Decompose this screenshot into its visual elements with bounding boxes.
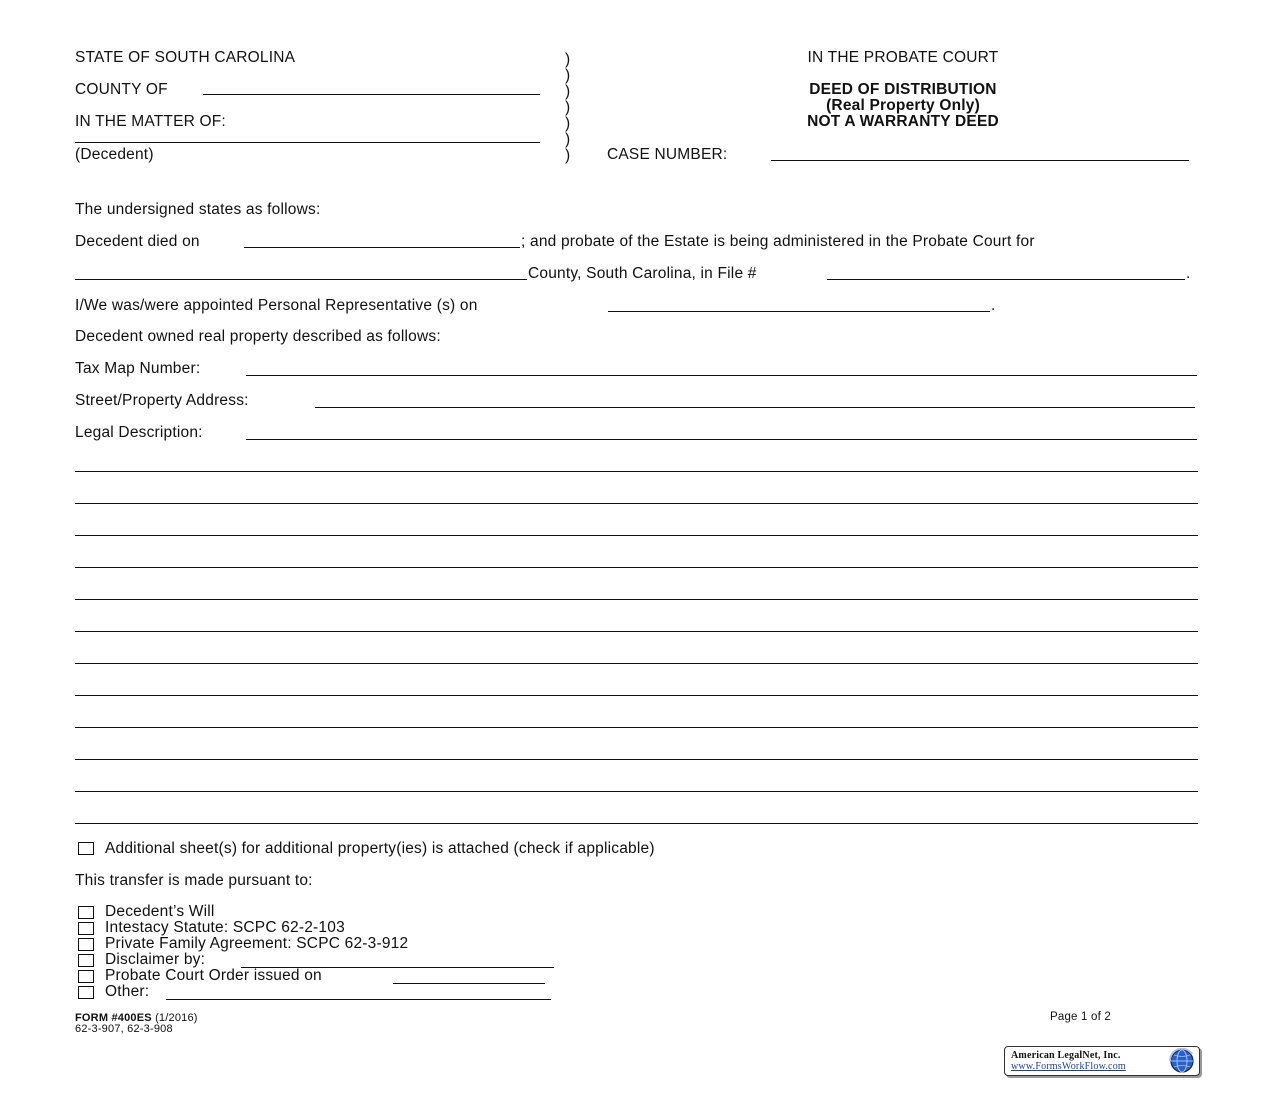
death-date-field[interactable] [244, 247, 520, 248]
legal-description-line[interactable] [75, 727, 1198, 728]
legal-description-line[interactable] [75, 567, 1198, 568]
other-option-label: Other: [105, 983, 150, 1000]
appointed-label: I/We was/were appointed Personal Representative (s) on [75, 297, 478, 314]
file-number-field[interactable] [827, 279, 1185, 280]
period: . [991, 297, 996, 314]
statute-reference: 62-3-907, 62-3-908 [75, 1023, 173, 1035]
form-number-code: FORM #400ES [75, 1012, 152, 1024]
paren: ) [565, 99, 571, 116]
decedent-name-field[interactable] [75, 142, 540, 143]
disclaimer-checkbox[interactable] [78, 954, 94, 967]
legal-description-label: Legal Description: [75, 424, 203, 441]
pursuant-label: This transfer is made pursuant to: [75, 872, 313, 889]
legal-description-line[interactable] [75, 599, 1198, 600]
case-number-field[interactable] [771, 160, 1189, 161]
disclaimer-option-label: Disclaimer by: [105, 951, 206, 968]
case-number-label: CASE NUMBER: [607, 146, 728, 163]
court-order-date-field[interactable] [393, 983, 545, 984]
will-checkbox[interactable] [78, 906, 94, 919]
died-on-label: Decedent died on [75, 233, 200, 250]
logo-company-name: American LegalNet, Inc. [1011, 1050, 1121, 1061]
state-label: STATE OF SOUTH CAROLINA [75, 49, 296, 66]
decedent-label: (Decedent) [75, 146, 154, 163]
paren: ) [565, 115, 571, 132]
intro-text: The undersigned states as follows: [75, 201, 321, 218]
other-field[interactable] [166, 999, 551, 1000]
county-label: COUNTY OF [75, 81, 168, 98]
tax-map-label: Tax Map Number: [75, 360, 201, 377]
legal-description-line[interactable] [75, 535, 1198, 536]
matter-label: IN THE MATTER OF: [75, 113, 226, 130]
legal-description-line[interactable] [75, 503, 1198, 504]
page-number: Page 1 of 2 [1050, 1011, 1112, 1023]
paren: ) [565, 131, 571, 148]
paren: ) [565, 67, 571, 84]
family-agreement-checkbox[interactable] [78, 938, 94, 951]
other-checkbox[interactable] [78, 986, 94, 999]
probate-county-field[interactable] [75, 279, 527, 280]
appointment-date-field[interactable] [608, 311, 990, 312]
legal-description-field[interactable] [246, 439, 1197, 440]
owned-property-label: Decedent owned real property described as follows: [75, 328, 441, 345]
form-date: (1/2016) [155, 1012, 198, 1024]
form-title: DEED OF DISTRIBUTION [809, 81, 997, 98]
paren: ) [565, 83, 571, 100]
court-label: IN THE PROBATE COURT [807, 49, 999, 66]
address-label: Street/Property Address: [75, 392, 249, 409]
warning-label: NOT A WARRANTY DEED [807, 113, 999, 130]
intestacy-option-label: Intestacy Statute: SCPC 62-2-103 [105, 919, 345, 936]
form-subtitle: (Real Property Only) [826, 97, 980, 114]
address-field[interactable] [315, 407, 1195, 408]
legal-description-line[interactable] [75, 695, 1198, 696]
will-option-label: Decedent’s Will [105, 903, 215, 920]
additional-sheets-label: Additional sheet(s) for additional property(ies) is attached (check if applicable) [105, 840, 655, 857]
company-logo [1004, 1046, 1200, 1076]
legal-description-line[interactable] [75, 471, 1198, 472]
legal-description-line[interactable] [75, 791, 1198, 792]
paren: ) [565, 51, 571, 68]
court-order-option-label: Probate Court Order issued on [105, 967, 322, 984]
legal-description-line[interactable] [75, 631, 1198, 632]
county-field[interactable] [203, 94, 540, 95]
additional-sheets-checkbox[interactable] [78, 842, 94, 855]
period: . [1186, 265, 1191, 282]
legal-description-line[interactable] [75, 759, 1198, 760]
legal-description-line[interactable] [75, 823, 1198, 824]
legal-description-line[interactable] [75, 663, 1198, 664]
probate-text: ; and probate of the Estate is being administered in the Probate Court for [521, 233, 1035, 250]
globe-icon [1167, 1048, 1197, 1074]
court-order-checkbox[interactable] [78, 970, 94, 983]
intestacy-checkbox[interactable] [78, 922, 94, 935]
paren: ) [565, 147, 571, 164]
county-sc-text: County, South Carolina, in File # [528, 265, 757, 282]
logo-url[interactable]: www.FormsWorkFlow.com [1011, 1061, 1126, 1072]
family-agreement-option-label: Private Family Agreement: SCPC 62-3-912 [105, 935, 409, 952]
tax-map-field[interactable] [246, 375, 1197, 376]
